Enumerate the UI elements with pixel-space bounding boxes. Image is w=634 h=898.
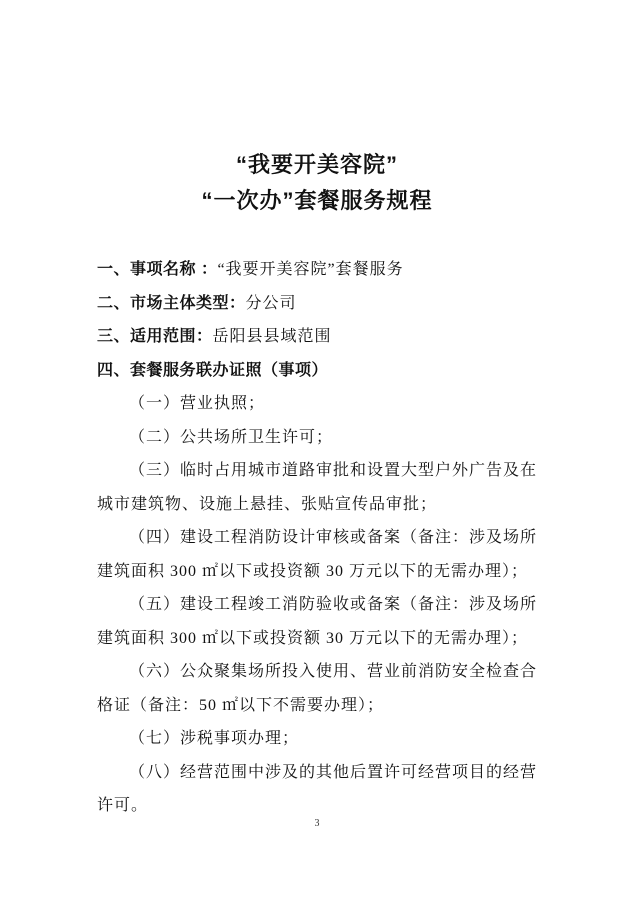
list-item-1: （一）营业执照； — [129, 395, 266, 412]
document-content — [97, 147, 537, 823]
section-3-value: 岳阳县县域范围 — [212, 328, 332, 345]
section-heading-1 — [97, 253, 537, 287]
list-item-2: （二）公共场所卫生许可； — [129, 428, 334, 446]
section-1-label: 一、事项名称 ： — [97, 261, 218, 278]
section-heading-3 — [97, 320, 537, 354]
section-1-value: “我要开美容院”套餐服务 — [217, 261, 404, 278]
page-number: 3 — [314, 818, 320, 829]
list-item-5: （五）建设工程竣工消防验收或备案（备注：涉及场所建筑面积 300 ㎡以下或投资额 30 万元以下的无需办理）； — [97, 596, 538, 647]
section-heading-4 — [97, 354, 537, 388]
list-item-8: （八）经营范围中涉及的其他后置许可经营项目的经营许可。 — [97, 763, 538, 814]
section-4-label: 四、套餐服务联办证照（事项） — [97, 361, 329, 379]
doc-title-line-1: “我要开美容院” — [235, 152, 398, 177]
list-item-7: （七）涉税事项办理； — [129, 730, 300, 747]
list-item-3: （三）临时占用城市道路审批和设置大型户外广告及在城市建筑物、设施上悬挂、张贴宣传品审批； — [97, 462, 538, 513]
list-item-4: （四）建设工程消防设计审核或备案（备注：涉及场所建筑面积 300 ㎡以下或投资额 30 万元以下的无需办理）； — [97, 529, 538, 580]
document-body — [97, 253, 537, 823]
section-2-label: 二、市场主体类型： — [97, 294, 246, 312]
doc-title-line-2: “一次办”套餐服务规程 — [201, 188, 433, 213]
section-heading-2 — [97, 287, 537, 321]
list-item-6: （六）公众聚集场所投入使用、营业前消防安全检查合格证（备注：50 ㎡以下不需要办理）； — [97, 663, 538, 714]
section-2-value: 分公司 — [245, 294, 297, 312]
section-3-label: 三、适用范围： — [97, 328, 213, 345]
